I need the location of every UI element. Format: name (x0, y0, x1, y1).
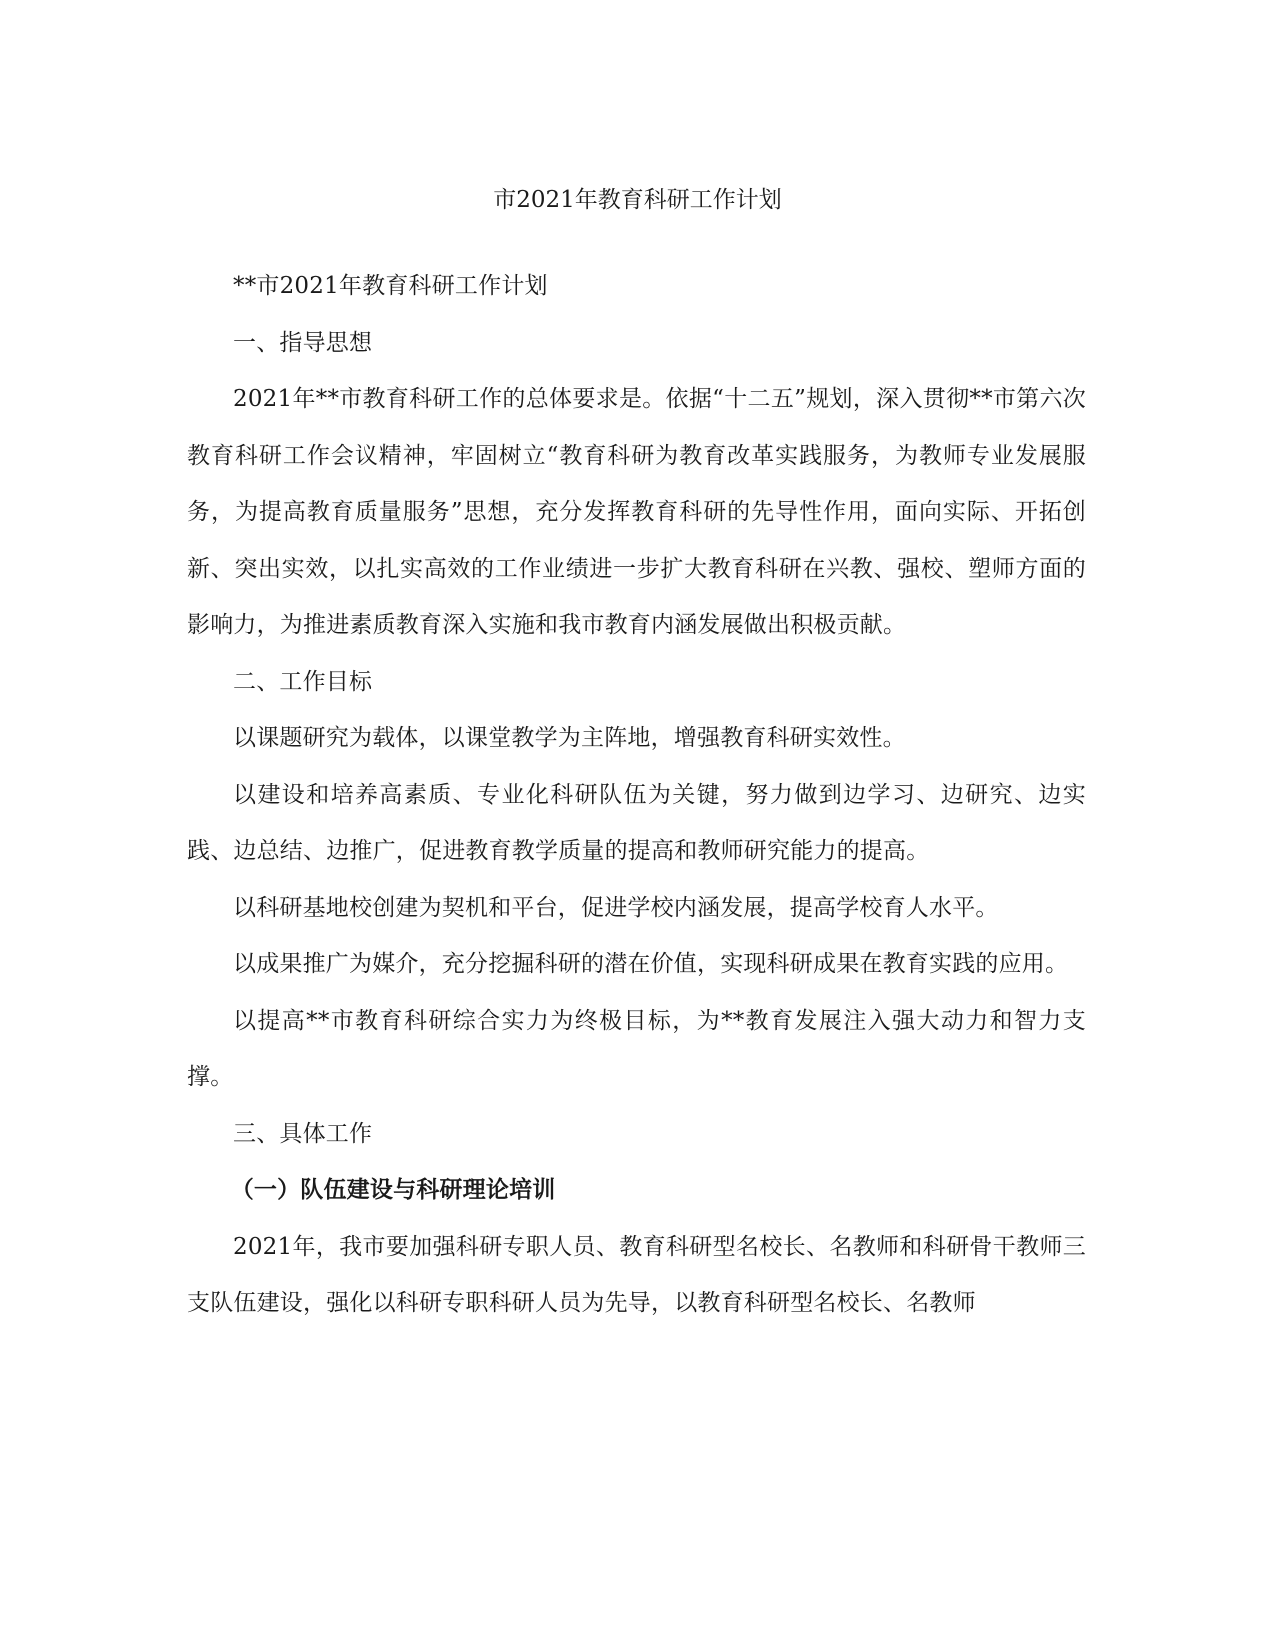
goal-item-2: 以建设和培养高素质、专业化科研队伍为关键，努力做到边学习、边研究、边实践、边总结、边推广，促进教育教学质量的提高和教师研究能力的提高。 (187, 781, 1086, 864)
goal-item-4: 以成果推广为媒介，充分挖掘科研的潜在价值，实现科研成果在教育实践的应用。 (233, 951, 1069, 977)
subsection-heading-team-building: （一）队伍建设与科研理论培训 (230, 1177, 556, 1203)
document-body (187, 258, 1086, 1332)
goal-item-5: 以提高**市教育科研综合实力为终极目标，为**教育发展注入强大动力和智力支撑。 (187, 1007, 1086, 1090)
section-heading-guiding-ideology: 一、指导思想 (233, 329, 373, 356)
goal-item-1: 以课题研究为载体，以课堂教学为主阵地，增强教育科研实效性。 (233, 725, 906, 751)
subtitle-line: **市2021年教育科研工作计划 (233, 273, 548, 299)
paragraph-team-building: 2021年，我市要加强科研专职人员、教育科研型名校长、名教师和科研骨干教师三支队伍建设，强化以科研专职科研人员为先导，以教育科研型名校长、名教师 (187, 1233, 1086, 1316)
paragraph-overall-requirements: 2021年**市教育科研工作的总体要求是。依据“十二五”规划，深入贯彻**市第六次教育科研工作会议精神，牢固树立“教育科研为教育改革实践服务，为教师专业发展服务，为提高教育质量服务”思想，充分发挥教育科研的先导性作用，面向实际、开拓创新、突出实效，以扎实高效的工作业绩进一步扩大教育科研在兴教、强校、塑师方面的影响力，为推进素质教育深入实施和我市教育内涵发展做出积极贡献。 (187, 386, 1086, 638)
section-heading-work-goals: 二、工作目标 (233, 668, 373, 695)
goal-item-3: 以科研基地校创建为契机和平台，促进学校内涵发展，提高学校育人水平。 (233, 894, 999, 921)
document-title: 市2021年教育科研工作计划 (493, 187, 782, 213)
section-heading-specific-work: 三、具体工作 (233, 1120, 373, 1147)
